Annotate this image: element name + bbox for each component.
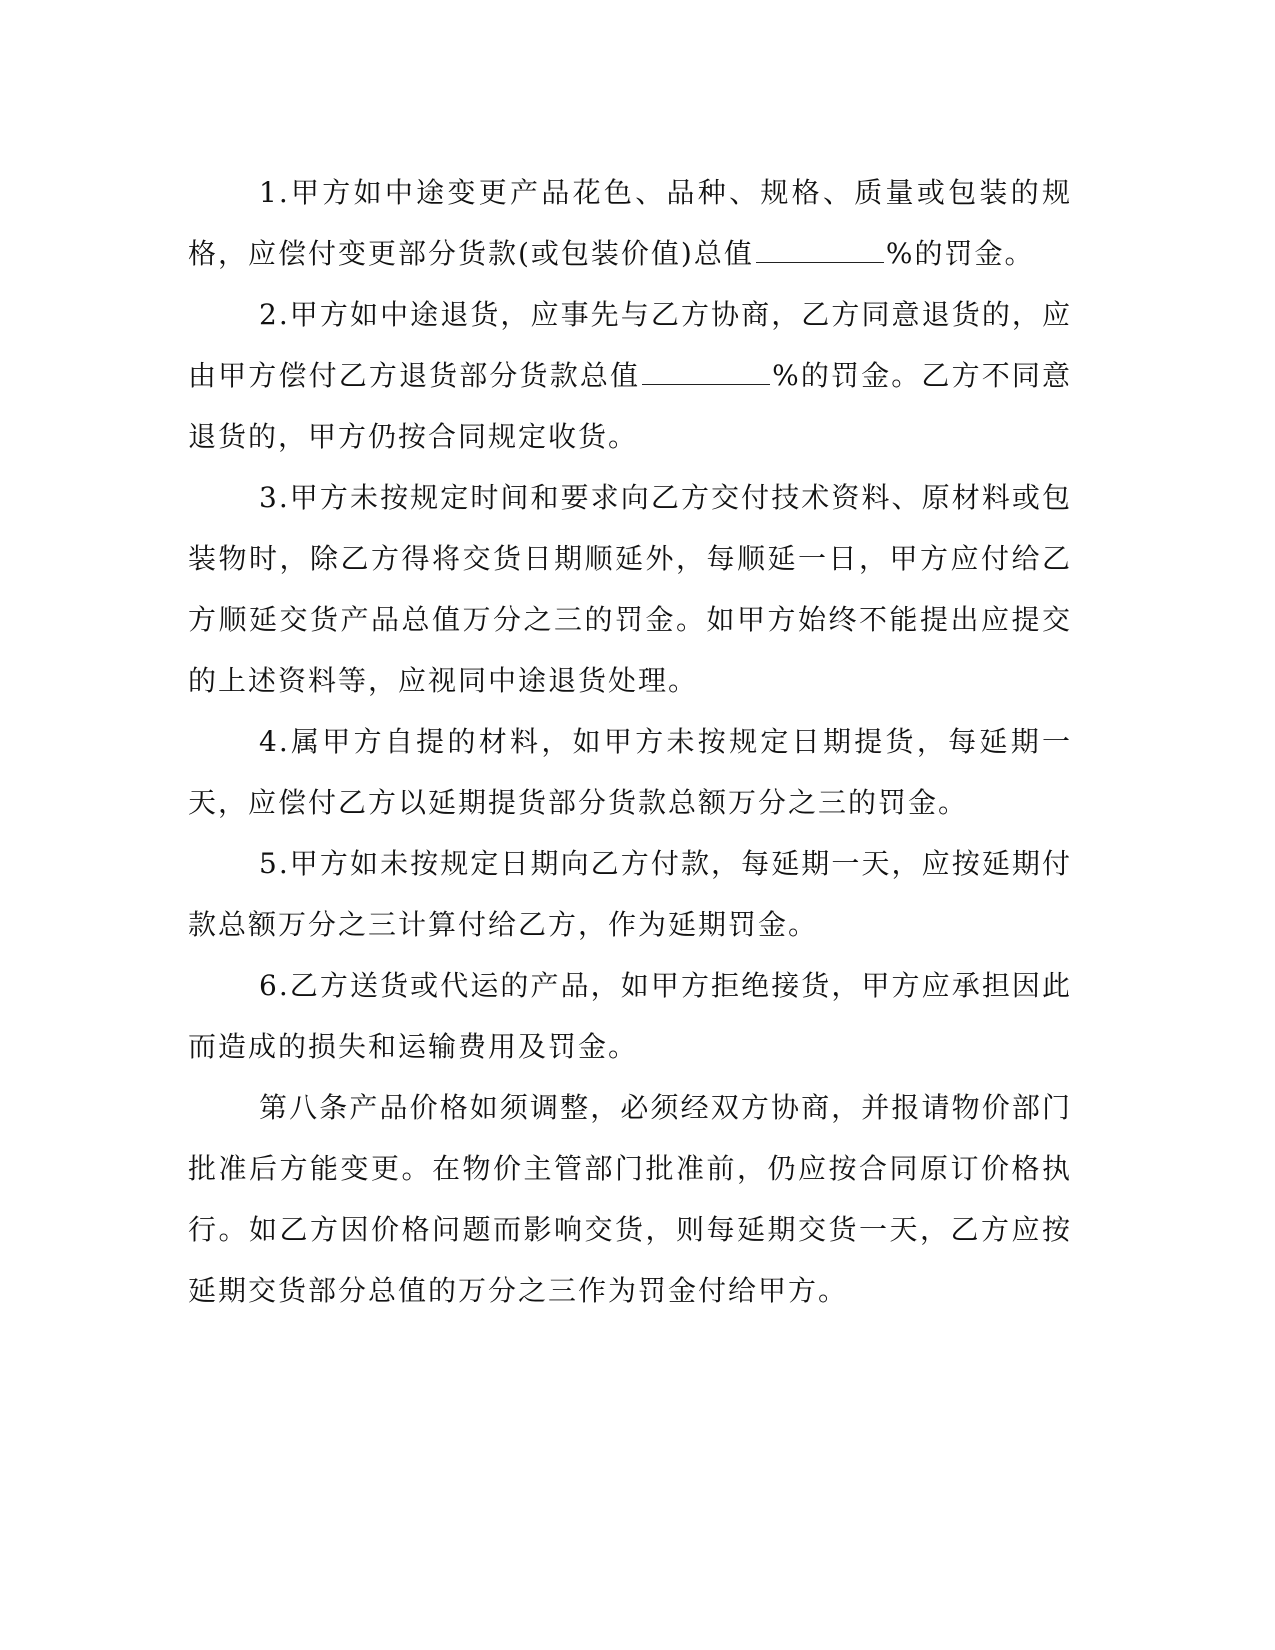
clause-1-text-after: %的罚金。 [885,237,1035,270]
document-body [188,162,1072,1321]
article-8-paragraph: 第八条产品价格如须调整，必须经双方协商，并报请物价部门批准后方能变更。在物价主管部门批准前，仍应按合同原订价格执行。如乙方因价格问题而影响交货，则每延期交货一天，乙方应按延期交货部分总值的万分之三作为罚金付给甲方。 [188,1091,1072,1307]
clause-4-paragraph: 4.属甲方自提的材料，如甲方未按规定日期提货，每延期一天，应偿付乙方以延期提货部分货款总额万分之三的罚金。 [188,725,1072,819]
percentage-blank-2 [642,362,770,385]
clause-1-text-before: 1.甲方如中途变更产品花色、品种、规格、质量或包装的规格，应偿付变更部分货款(或包装价值)总值 [188,176,1072,270]
clause-2-text-after: %的罚金。乙方不同意退货的，甲方仍按合同规定收货。 [188,359,1072,453]
clause-5-paragraph: 5.甲方如未按规定日期向乙方付款，每延期一天，应按延期付款总额万分之三计算付给乙方，作为延期罚金。 [188,847,1072,941]
clause-2-text-before: 2.甲方如中途退货，应事先与乙方协商，乙方同意退货的，应由甲方偿付乙方退货部分货款总值 [188,298,1072,392]
clause-3-paragraph: 3.甲方未按规定时间和要求向乙方交付技术资料、原材料或包装物时，除乙方得将交货日期顺延外，每顺延一日，甲方应付给乙方顺延交货产品总值万分之三的罚金。如甲方始终不能提出应提交的上述资料等，应视同中途退货处理。 [188,481,1072,697]
clause-2-paragraph [188,284,1072,467]
clause-1-paragraph [188,162,1072,284]
percentage-blank-1 [756,240,884,263]
clause-6-paragraph: 6.乙方送货或代运的产品，如甲方拒绝接货，甲方应承担因此而造成的损失和运输费用及罚金。 [188,969,1072,1063]
